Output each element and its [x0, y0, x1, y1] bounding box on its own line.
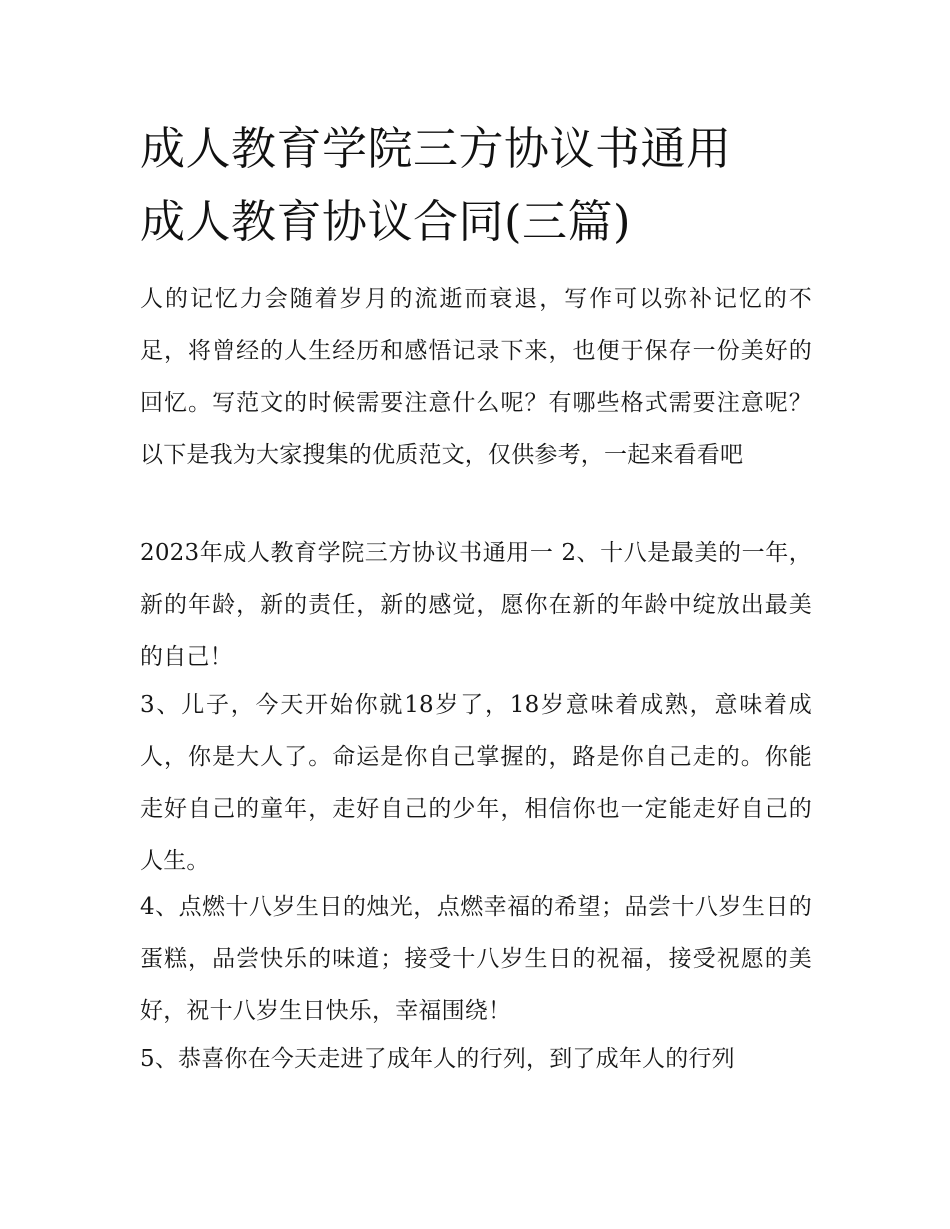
body-paragraph-4: 4、点燃十八岁生日的烛光，点燃幸福的希望；品尝十八岁生日的蛋糕，品尝快乐的味道；接受十八岁生日的祝福，接受祝愿的美好，祝十八岁生日快乐，幸福围绕！: [140, 894, 812, 1024]
document-title-line-1: 成人教育学院三方协议书通用: [140, 122, 732, 175]
body-paragraph-3: 3、儿子，今天开始你就18岁了，18岁意味着成熟，意味着成人，你是大人了。命运是你自己掌握的，路是你自己走的。你能走好自己的童年，走好自己的少年，相信你也一定能走好自己的人生。: [140, 692, 812, 874]
body-paragraph-2: 2023年成人教育学院三方协议书通用一 2、十八是最美的一年，新的年龄，新的责任，新的感觉，愿你在新的年龄中绽放出最美的自己！: [140, 540, 812, 670]
document-title-line-2: 成人教育协议合同(三篇): [140, 195, 632, 248]
intro-paragraph: 人的记忆力会随着岁月的流逝而衰退，写作可以弥补记忆的不足，将曾经的人生经历和感悟记录下来，也便于保存一份美好的回忆。写范文的时候需要注意什么呢？有哪些格式需要注意呢？以下是我为大家搜集的优质范文，仅供参考，一起来看看吧: [140, 286, 812, 468]
body-paragraph-5: 5、恭喜你在今天走进了成年人的行列，到了成年人的行列: [140, 1046, 735, 1072]
